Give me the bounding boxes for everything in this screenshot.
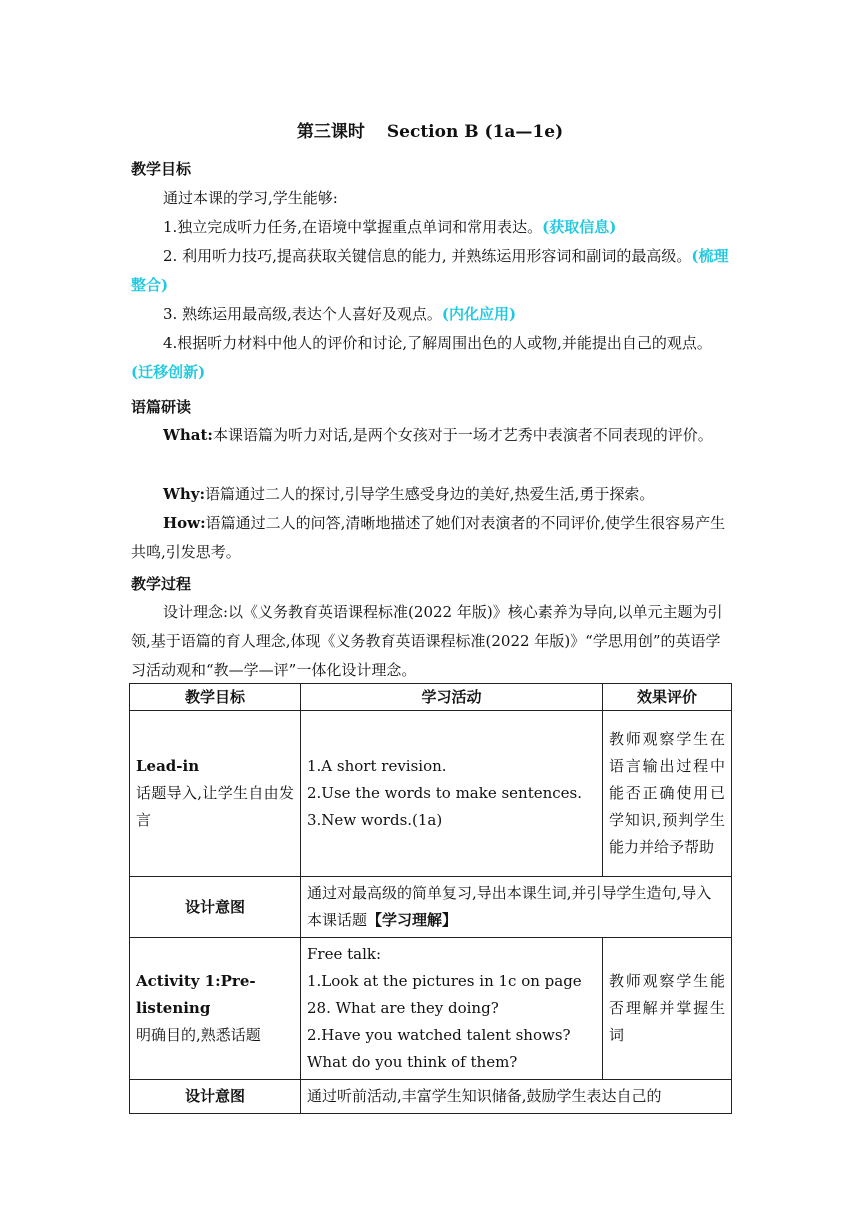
analysis-why [131, 480, 731, 509]
objectives-intro: 通过本课的学习,学生能够: [163, 189, 338, 207]
what-text: 本课语篇为听力对话,是两个女孩对于一场才艺秀中表演者不同表现的评价。 [212, 426, 713, 444]
activity-line: 1.Look at the pictures in 1c on page 28. What are they doing? [307, 972, 582, 1017]
table-row [130, 938, 732, 1080]
objectives-heading: 教学目标 [131, 160, 192, 178]
intent-text: 通过对最高级的简单复习,导出本课生词,并引导学生造句,导入本课话题 [307, 884, 712, 929]
why-label: Why: [163, 485, 206, 503]
activity-line: 1.A short revision. [307, 757, 447, 775]
analysis-heading: 语篇研读 [131, 398, 192, 416]
goal-title: Activity 1:Pre-listening [136, 972, 256, 1017]
table-header-row [130, 684, 732, 711]
table-row [130, 877, 732, 938]
goal-cell [130, 711, 301, 877]
lesson-title-left: 第三课时 [296, 122, 365, 142]
goal-cell [130, 938, 301, 1080]
objective-tag: (迁移创新) [131, 363, 206, 381]
process-text: 设计理念:以《义务教育英语课程标准(2022 年版)》核心素养为导向,以单元主题为引领,基于语篇的育人理念,体现《义务教育英语课程标准(2022 年版)》“学思用创”的英语学习活动观和“教—学—评”一体化设计理念。 [131, 603, 723, 679]
objective-item-1 [131, 213, 731, 242]
intent-tag: 【学习理解】 [367, 911, 458, 929]
why-text: 语篇通过二人的探讨,引导学生感受身边的美好,热爱生活,勇于探索。 [205, 485, 655, 503]
lesson-table [129, 683, 732, 1114]
header-goal: 教学目标 [130, 684, 301, 711]
activity-line: 2.Use the words to make sentences. [307, 784, 583, 802]
intent-label: 设计意图 [130, 1080, 301, 1114]
process-heading: 教学过程 [131, 575, 192, 593]
activity-line: 2.Have you watched talent shows? What do you think of them? [307, 1026, 571, 1071]
how-text: 语篇通过二人的问答,清晰地描述了她们对表演者的不同评价,使学生很容易产生共鸣,引发思考。 [131, 514, 726, 561]
eval-cell: 教师观察学生能否理解并掌握生词 [603, 938, 732, 1080]
goal-title: Lead-in [136, 757, 200, 775]
objective-text: 1.独立完成听力任务,在语境中掌握重点单词和常用表达。 [163, 218, 543, 236]
header-eval: 效果评价 [603, 684, 732, 711]
objective-text: 2. 利用听力技巧,提高获取关键信息的能力, 并熟练运用形容词和副词的最高级。 [163, 247, 692, 265]
goal-text: 明确目的,熟悉话题 [136, 1026, 261, 1044]
objective-tag: (获取信息) [542, 218, 617, 236]
intent-cell [301, 877, 732, 938]
table-row [130, 1080, 732, 1114]
objective-item-4 [131, 329, 731, 387]
objective-text: 3. 熟练运用最高级,表达个人喜好及观点。 [163, 305, 442, 323]
activity-line: 3.New words.(1a) [307, 811, 443, 829]
analysis-how [131, 509, 731, 567]
activity-line: Free talk: [307, 945, 382, 963]
activity-cell [301, 938, 603, 1080]
objective-item-3 [131, 300, 731, 329]
objective-item-2 [131, 242, 731, 300]
lesson-title [0, 117, 860, 142]
table-row [130, 711, 732, 877]
objective-tag: (内化应用) [441, 305, 517, 323]
intent-cell: 通过听前活动,丰富学生知识储备,鼓励学生表达自己的 [301, 1080, 732, 1114]
analysis-what [131, 421, 731, 450]
lesson-title-right: Section B (1a—1e) [386, 122, 564, 142]
what-label: What: [163, 426, 213, 444]
goal-text: 话题导入,让学生自由发言 [136, 784, 294, 829]
objective-text: 4.根据听力材料中他人的评价和讨论,了解周围出色的人或物,并能提出自己的观点。 [163, 334, 712, 352]
header-activity: 学习活动 [301, 684, 603, 711]
intent-label: 设计意图 [130, 877, 301, 938]
how-label: How: [163, 514, 206, 532]
activity-cell [301, 711, 603, 877]
eval-cell: 教师观察学生在语言输出过程中能否正确使用已学知识,预判学生能力并给予帮助 [603, 711, 732, 877]
objective-tag: (梳理整合) [131, 247, 729, 294]
